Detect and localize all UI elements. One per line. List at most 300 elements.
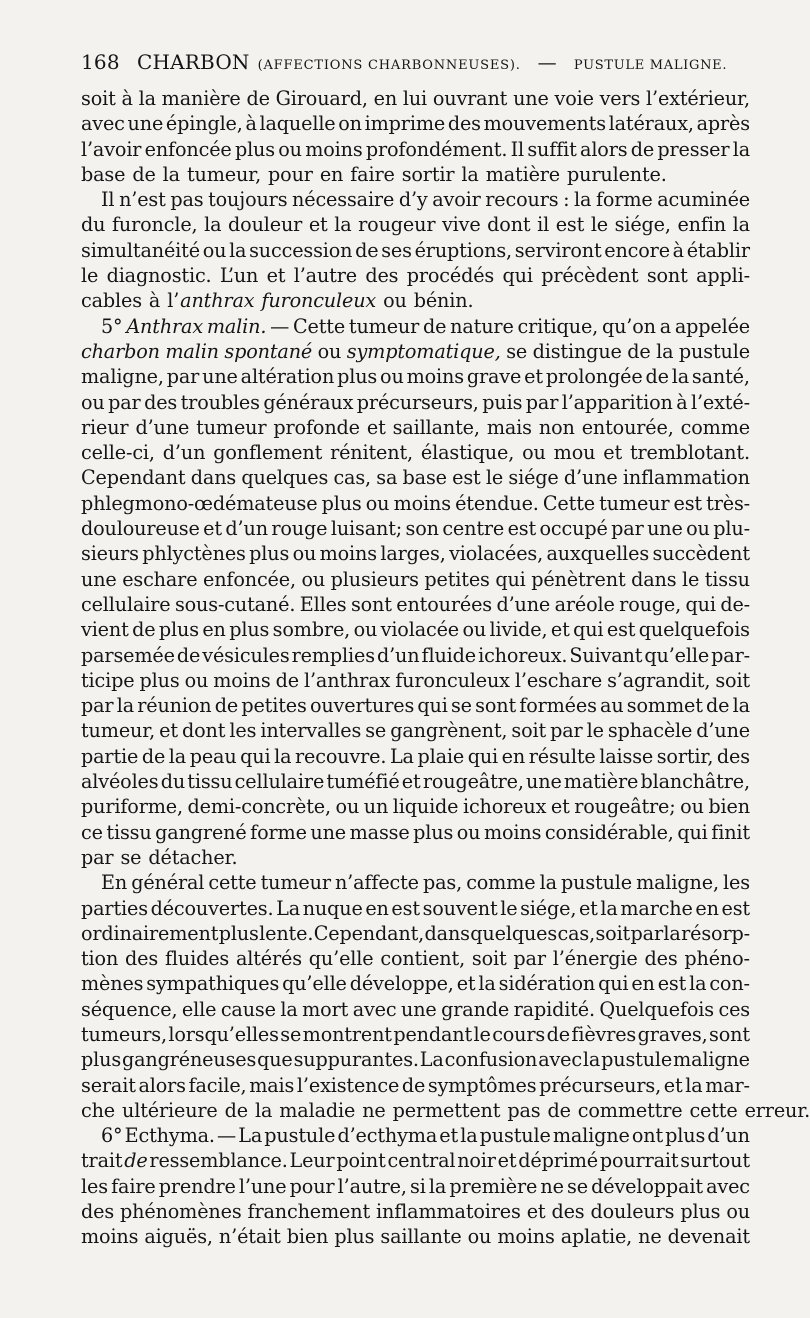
- text-line: [81, 870, 750, 895]
- text-word: fièvres: [571, 1022, 637, 1046]
- text-word: cas,: [333, 466, 371, 490]
- text-word: le: [590, 213, 609, 237]
- text-word: plaie: [417, 744, 465, 768]
- text-word: devenait: [667, 1225, 750, 1249]
- text-word: douloureuse: [81, 517, 200, 541]
- text-word: qu’elle: [308, 947, 374, 971]
- text-word: Il: [510, 137, 525, 161]
- text-word: d’une: [496, 592, 551, 616]
- text-word: de: [401, 1073, 426, 1097]
- text-word: plusieurs: [330, 567, 419, 591]
- text-word: fluides: [164, 947, 230, 971]
- text-word: à: [676, 390, 688, 414]
- text-word: en: [631, 972, 655, 996]
- text-word: épingle,: [165, 112, 243, 136]
- text-word: n’affecte: [334, 871, 419, 895]
- text-word: sommet: [626, 694, 703, 718]
- text-word: maligne: [673, 1048, 750, 1072]
- text-word: ordinairement: [81, 921, 219, 945]
- text-word: ichoreux: [462, 795, 547, 819]
- text-word: pour: [268, 162, 313, 186]
- text-word: —: [270, 314, 290, 338]
- text-word: développe,: [349, 972, 454, 996]
- text-word: des: [144, 390, 178, 414]
- text-word: Suivant: [569, 643, 643, 667]
- running-header: [81, 50, 750, 86]
- text-word: maligne,: [81, 365, 164, 389]
- text-word: aréole: [554, 592, 615, 616]
- text-word: pustule: [601, 1048, 673, 1072]
- text-line: [81, 491, 750, 516]
- text-word: les: [229, 719, 257, 743]
- text-word: mais: [249, 1073, 295, 1097]
- text-word: central: [387, 1149, 456, 1173]
- text-word: phlyctènes: [142, 542, 246, 566]
- text-word: formées: [519, 694, 597, 718]
- text-word: puis: [482, 390, 523, 414]
- text-line: [81, 314, 750, 339]
- text-word: déprimé: [518, 1149, 598, 1173]
- text-word: plus: [334, 1225, 375, 1249]
- text-word: est: [606, 618, 636, 642]
- text-word: l’existence: [296, 1073, 400, 1097]
- text-word: et: [550, 795, 570, 819]
- text-word: se: [280, 1022, 302, 1046]
- text-word: à: [148, 289, 161, 313]
- text-word: d’une: [563, 466, 618, 490]
- text-word: avec: [352, 997, 397, 1021]
- text-word: le: [586, 719, 604, 743]
- text-word: la: [539, 871, 557, 895]
- text-word: voie: [554, 87, 594, 110]
- text-word: considérable,: [544, 820, 674, 844]
- text-word: bien: [708, 795, 750, 819]
- text-word: des: [644, 947, 678, 971]
- text-word: tumeur,: [81, 719, 156, 743]
- text-word: en: [373, 87, 398, 110]
- text-word: avoir: [432, 188, 481, 212]
- text-word: réunion: [137, 694, 212, 718]
- text-word: et: [203, 517, 222, 541]
- text-word: moins: [81, 1225, 139, 1249]
- text-word: violacées,: [449, 542, 544, 566]
- text-word: rouge: [271, 517, 328, 541]
- text-word: la: [334, 213, 352, 237]
- text-word: se: [450, 694, 472, 718]
- text-word: diagnostic.: [106, 264, 212, 288]
- text-word: la: [663, 921, 681, 945]
- text-word: la: [274, 744, 292, 768]
- text-word: rouge,: [619, 592, 682, 616]
- text-word: pas,: [423, 871, 463, 895]
- text-word: presser: [657, 137, 730, 161]
- text-word: vive: [441, 213, 481, 237]
- text-word: la: [582, 1048, 601, 1072]
- text-word: gangréneuses: [121, 1048, 257, 1072]
- text-word: résorp-: [681, 921, 750, 945]
- text-word: base: [81, 162, 126, 186]
- text-word: et: [266, 264, 286, 288]
- text-word: liquide: [392, 795, 459, 819]
- text-word: élastique,: [420, 441, 515, 465]
- text-word: la: [461, 162, 479, 186]
- text-word: d’une: [696, 719, 750, 743]
- text-word: par: [108, 390, 141, 414]
- text-line: [81, 946, 750, 971]
- text-word: larges,: [380, 542, 446, 566]
- text-word: découvertes.: [150, 896, 274, 920]
- text-word: critique,: [517, 314, 599, 338]
- text-word: spontané: [224, 339, 313, 363]
- text-word: la: [168, 744, 187, 768]
- text-word: pour: [289, 1174, 335, 1198]
- text-line: [81, 1148, 750, 1173]
- text-word: de: [422, 314, 447, 338]
- text-word: enfoncée: [144, 137, 232, 161]
- text-word: des: [81, 1200, 115, 1224]
- text-line: [81, 1098, 810, 1123]
- text-word: aiguës,: [144, 1225, 213, 1249]
- text-line: [81, 364, 750, 389]
- text-word: la: [229, 238, 247, 262]
- text-word: ou: [726, 1200, 750, 1224]
- text-word: dont: [487, 213, 531, 237]
- text-word: sont: [350, 592, 392, 616]
- text-word: tremblotant.: [629, 441, 750, 465]
- text-line: [81, 288, 750, 313]
- text-word: livide,: [489, 618, 548, 642]
- text-word: distingue: [532, 339, 622, 363]
- text-word: rénitent,: [330, 441, 413, 465]
- text-word: l’une: [238, 1174, 287, 1198]
- text-line: [81, 212, 750, 237]
- text-word: de: [546, 1022, 570, 1046]
- text-word: rapidité.: [513, 997, 595, 1021]
- text-word: la: [460, 1124, 478, 1148]
- text-word: commettre: [577, 1098, 683, 1122]
- text-word: vient: [81, 618, 129, 642]
- text-word: a: [659, 314, 671, 338]
- text-word: établir: [686, 238, 750, 262]
- text-word: souvent: [422, 896, 498, 920]
- text-word: pénètrent: [531, 567, 626, 591]
- text-word: mort: [302, 997, 349, 1021]
- text-word: et: [603, 441, 623, 465]
- text-word: qui: [502, 264, 533, 288]
- text-word: Girouard,: [275, 87, 368, 110]
- text-word: nécessaire: [292, 188, 395, 212]
- text-word: gangrené: [155, 820, 247, 844]
- text-line: [81, 1022, 750, 1047]
- text-word: ne: [540, 1174, 564, 1198]
- text-word: mais: [486, 415, 532, 439]
- text-word: siége,: [520, 896, 577, 920]
- text-word: bénin.: [413, 289, 474, 313]
- text-word: le: [81, 264, 99, 288]
- text-word: les: [81, 1174, 108, 1198]
- text-word: blanchâtre,: [640, 770, 750, 794]
- text-word: furonculeux: [395, 668, 510, 692]
- text-word: partie: [81, 744, 139, 768]
- text-word: confusion: [444, 1048, 538, 1072]
- text-word: sombre,: [272, 618, 351, 642]
- text-word: de: [214, 694, 239, 718]
- text-word: est: [391, 896, 420, 920]
- text-word: faire: [350, 162, 395, 186]
- text-word: violacée: [380, 618, 459, 642]
- text-word: inflammatoires: [376, 1200, 521, 1224]
- text-word: ou: [278, 137, 302, 161]
- text-word: avec: [81, 112, 125, 136]
- text-word: ou: [680, 795, 704, 819]
- text-word: par: [513, 947, 546, 971]
- text-word: qui: [685, 592, 716, 616]
- text-word: de: [124, 1149, 148, 1173]
- text-word: généraux: [263, 390, 354, 414]
- text-word: gangrènent,: [390, 719, 508, 743]
- text-line: [81, 440, 750, 465]
- text-word: tumeur: [599, 491, 670, 515]
- text-word: l’exté-: [691, 390, 750, 414]
- text-word: moins: [319, 542, 377, 566]
- text-word: che: [81, 1098, 116, 1122]
- text-word: général: [131, 871, 205, 895]
- text-word: l’apparition: [561, 390, 673, 414]
- text-word: cables: [81, 289, 142, 313]
- text-word: plu-: [713, 517, 750, 541]
- text-word: matière: [563, 770, 639, 794]
- text-word: l’autre: [293, 264, 357, 288]
- text-word: une: [310, 820, 347, 844]
- text-word: par: [611, 517, 644, 541]
- text-word: mou: [553, 441, 596, 465]
- text-word: marche: [620, 896, 693, 920]
- text-word: prolongée: [545, 365, 643, 389]
- text-word: ouvrant: [432, 87, 508, 110]
- text-word: alvéoles: [81, 770, 159, 794]
- text-word: moins: [483, 820, 542, 844]
- text-word: cette: [689, 1098, 738, 1122]
- text-word: après: [696, 112, 750, 136]
- text-word: pas: [507, 1098, 541, 1122]
- text-word: inflammation: [622, 466, 750, 490]
- text-word: sont: [646, 264, 688, 288]
- text-word: première: [449, 1174, 538, 1198]
- text-word: par: [525, 390, 559, 414]
- text-word: qui: [598, 972, 629, 996]
- text-word: moins: [497, 1225, 555, 1249]
- text-word: occupé: [539, 517, 608, 541]
- text-word: enfoncée,: [202, 567, 296, 591]
- text-word: est: [673, 491, 702, 515]
- text-word: ou: [335, 795, 360, 819]
- text-word: ont: [631, 1124, 663, 1148]
- text-line: [81, 693, 750, 718]
- text-word: mènes: [81, 972, 144, 996]
- text-word: Cette: [542, 491, 595, 515]
- text-word: faire: [111, 1174, 156, 1198]
- text-word: la: [138, 87, 156, 110]
- text-line: [81, 162, 750, 187]
- text-word: aplatie,: [560, 1225, 633, 1249]
- text-word: ou: [383, 289, 407, 313]
- text-word: de: [547, 1098, 571, 1122]
- text-word: ouvertures: [309, 694, 415, 718]
- text-word: Cependant: [81, 466, 186, 490]
- text-word: des: [551, 1200, 585, 1224]
- text-word: tissu: [187, 770, 233, 794]
- body-text: [81, 86, 810, 1250]
- text-word: une: [526, 770, 562, 794]
- text-word: qui: [495, 567, 526, 591]
- text-word: acuminée: [657, 188, 750, 212]
- text-word: laquelle: [259, 112, 336, 136]
- text-word: L’un: [219, 264, 259, 288]
- text-word: tion: [81, 947, 119, 971]
- text-word: la: [574, 188, 592, 212]
- text-word: imprime: [364, 112, 446, 136]
- text-word: à: [245, 112, 257, 136]
- text-word: tumeur: [196, 415, 267, 439]
- text-word: ou: [353, 618, 378, 642]
- text-word: serait: [81, 1073, 136, 1097]
- text-word: maladie: [279, 1098, 356, 1122]
- text-word: douleurs: [590, 1200, 675, 1224]
- text-word: intervalles: [260, 719, 362, 743]
- text-word: pourrait: [599, 1149, 679, 1173]
- text-word: —: [217, 1124, 237, 1148]
- text-word: maligne: [552, 1124, 630, 1148]
- text-word: ticipe: [81, 668, 135, 692]
- text-word: symptomatique,: [346, 339, 501, 363]
- text-word: furonculeux: [261, 289, 377, 313]
- text-word: montrent: [302, 1022, 392, 1046]
- text-word: que: [257, 1048, 293, 1072]
- text-line: [81, 516, 750, 541]
- text-word: tumeur: [348, 314, 420, 338]
- text-word: Il: [101, 188, 115, 212]
- text-word: au: [600, 694, 624, 718]
- text-word: La: [276, 896, 301, 920]
- text-word: dont: [182, 719, 226, 743]
- text-word: moins: [213, 668, 271, 692]
- text-word: l’autre,: [337, 1174, 407, 1198]
- text-word: soit: [715, 668, 750, 692]
- text-line: [81, 668, 750, 693]
- text-word: un: [363, 795, 389, 819]
- text-word: parties: [81, 896, 148, 920]
- text-word: siége,: [614, 213, 671, 237]
- text-word: anthrax: [180, 289, 255, 313]
- text-word: ou: [81, 390, 105, 414]
- text-word: ou: [456, 820, 481, 844]
- text-word: saillante: [380, 1225, 462, 1249]
- text-word: rieur: [81, 415, 129, 439]
- text-word: une: [202, 365, 238, 389]
- text-word: surtout: [680, 1149, 750, 1173]
- text-line: [81, 1073, 750, 1098]
- text-line: [81, 997, 750, 1022]
- text-word: ses: [381, 238, 412, 262]
- text-word: et: [159, 719, 178, 743]
- text-word: pustule: [479, 1124, 551, 1148]
- text-line: [81, 592, 750, 617]
- text-word: est: [555, 213, 585, 237]
- text-line: [81, 415, 750, 440]
- text-word: moins: [305, 137, 363, 161]
- text-word: auxquelles: [546, 542, 650, 566]
- text-word: malin.: [206, 314, 267, 338]
- text-word: développait: [591, 1174, 703, 1198]
- text-word: plus: [413, 820, 454, 844]
- text-word: on: [338, 112, 362, 136]
- text-word: encore: [604, 238, 670, 262]
- text-word: et: [308, 213, 328, 237]
- text-word: franchement: [247, 1200, 371, 1224]
- text-word: tumeurs,: [81, 1022, 167, 1046]
- text-word: Anthrax: [126, 314, 204, 338]
- text-word: saillante,: [392, 415, 480, 439]
- text-word: base: [402, 466, 447, 490]
- text-word: le: [681, 567, 700, 591]
- text-word: détacher.: [148, 845, 238, 869]
- text-word: La: [389, 744, 414, 768]
- text-line: [81, 921, 750, 946]
- text-word: ce: [81, 820, 103, 844]
- text-word: phlegmono-œdémateuse: [81, 491, 318, 515]
- text-word: rougeur: [358, 213, 436, 237]
- text-word: toujours: [208, 188, 288, 212]
- text-word: la: [254, 1098, 273, 1122]
- text-word: une: [647, 517, 683, 541]
- text-word: plus: [337, 365, 378, 389]
- text-word: de: [275, 668, 299, 692]
- text-word: une: [513, 87, 549, 110]
- text-word: est: [507, 517, 537, 541]
- text-word: et: [456, 972, 476, 996]
- text-word: précèdent: [541, 264, 639, 288]
- text-word: elle: [181, 997, 217, 1021]
- text-word: sont: [709, 1022, 750, 1046]
- text-word: la: [204, 213, 222, 237]
- text-word: et: [550, 618, 570, 642]
- text-word: se: [567, 1174, 588, 1198]
- text-word: en: [695, 896, 719, 920]
- text-line: [81, 1123, 750, 1148]
- text-word: ou: [686, 517, 710, 541]
- text-word: mar-: [705, 1073, 750, 1097]
- text-line: [81, 1174, 750, 1199]
- text-word: n’est: [119, 188, 166, 212]
- text-word: cellulaire: [81, 592, 171, 616]
- text-word: le: [485, 466, 504, 490]
- text-word: du: [160, 770, 186, 794]
- text-word: grande: [441, 997, 510, 1021]
- text-line: [81, 794, 750, 819]
- text-word: altération: [240, 365, 335, 389]
- text-word: éruptions,: [414, 238, 512, 262]
- text-word: siége: [508, 466, 559, 490]
- text-word: profonde: [273, 415, 360, 439]
- text-word: demi-concrète,: [187, 795, 331, 819]
- text-word: la: [162, 162, 180, 186]
- text-word: ne: [362, 1098, 386, 1122]
- text-word: des: [447, 112, 481, 136]
- text-word: le: [500, 896, 518, 920]
- text-word: ou: [365, 491, 390, 515]
- text-word: plus: [139, 668, 180, 692]
- text-word: dans: [631, 567, 677, 591]
